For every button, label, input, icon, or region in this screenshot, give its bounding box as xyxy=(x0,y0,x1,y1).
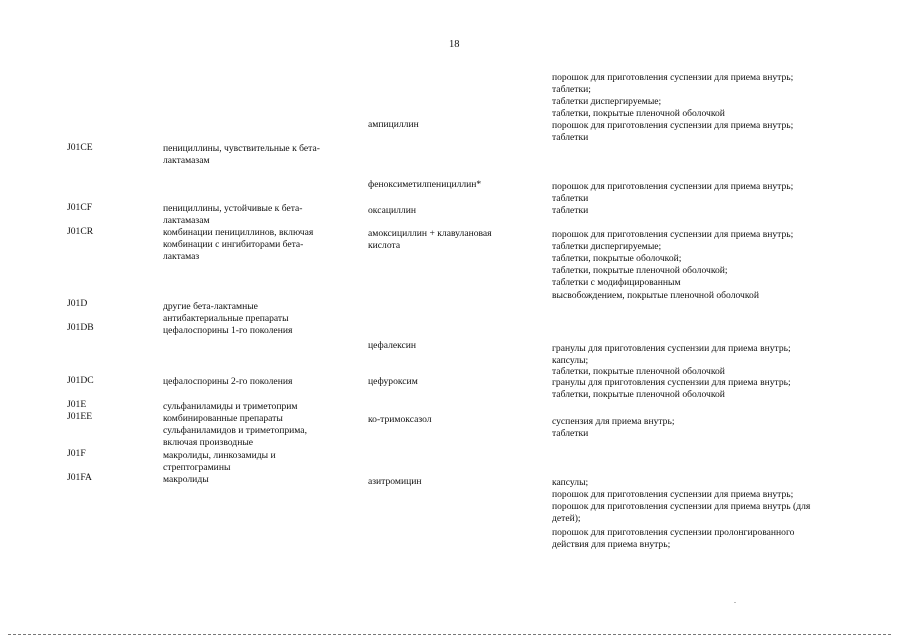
drug-name: цефуроксим xyxy=(368,376,418,387)
group-name-line: лактамаз xyxy=(163,251,200,262)
dosage-form-line: порошок для приготовления суспензии пролонгированного xyxy=(552,527,795,538)
atc-code: J01DC xyxy=(67,375,94,386)
dosage-form-line: таблетки, покрытые пленочной оболочкой xyxy=(552,389,725,400)
scan-bottom-edge xyxy=(8,634,891,635)
drug-name: оксациллин xyxy=(368,205,416,216)
dosage-form-line: таблетки; xyxy=(552,84,591,95)
atc-code: J01EE xyxy=(67,411,93,422)
dosage-form-line: действия для приема внутрь; xyxy=(552,539,671,550)
dosage-form-line: таблетки xyxy=(552,428,589,439)
dosage-form-line: порошок для приготовления суспензии для приема внутрь; xyxy=(552,72,794,83)
drug-name: кислота xyxy=(368,240,401,251)
atc-code: J01DB xyxy=(67,322,94,333)
group-name-line: сульфаниламиды и триметоприм xyxy=(163,401,298,412)
group-name-line: лактамазам xyxy=(163,215,210,226)
dosage-form-line: порошок для приготовления суспензии для приема внутрь; xyxy=(552,229,794,240)
atc-code: J01E xyxy=(67,399,87,410)
drug-name: ампициллин xyxy=(368,119,419,130)
dosage-form-line: таблетки, покрытые оболочкой; xyxy=(552,253,682,264)
group-name-line: сульфаниламидов и триметоприма, xyxy=(163,425,307,436)
dosage-form-line: высвобождением, покрытые пленочной оболочкой xyxy=(552,290,759,301)
dosage-form-line: таблетки диспергируемые; xyxy=(552,96,662,107)
group-name-line: цефалоспорины 2-го поколения xyxy=(163,376,293,387)
dosage-form-line: гранулы для приготовления суспензии для приема внутрь; xyxy=(552,377,791,388)
dosage-form-line: таблетки xyxy=(552,205,589,216)
dosage-form-line: таблетки xyxy=(552,132,589,143)
group-name-line: макролиды, линкозамиды и xyxy=(163,450,276,461)
group-name-line: стрептограмины xyxy=(163,462,231,473)
group-name-line: антибактериальные препараты xyxy=(163,313,289,324)
dosage-form-line: порошок для приготовления суспензии для приема внутрь; xyxy=(552,120,794,131)
group-name-line: комбинации пенициллинов, включая xyxy=(163,227,314,238)
drug-name: цефалексин xyxy=(368,340,417,351)
page-number: 18 xyxy=(449,39,460,50)
atc-code: J01F xyxy=(67,448,86,459)
atc-code: J01CR xyxy=(67,226,94,237)
dosage-form-line: таблетки, покрытые пленочной оболочкой xyxy=(552,366,725,377)
dosage-form-line: детей); xyxy=(552,513,581,524)
dosage-form-line: гранулы для приготовления суспензии для приема внутрь; xyxy=(552,343,791,354)
drug-name: ко-тримоксазол xyxy=(368,414,432,425)
dosage-form-line: порошок для приготовления суспензии для приема внутрь; xyxy=(552,181,794,192)
group-name-line: лактамазам xyxy=(163,155,210,166)
dosage-form-line: таблетки xyxy=(552,193,589,204)
group-name-line: пенициллины, чувствительные к бета- xyxy=(163,143,320,154)
atc-code: J01CF xyxy=(67,202,93,213)
dosage-form-line: таблетки диспергируемые; xyxy=(552,241,662,252)
atc-code: J01D xyxy=(67,298,88,309)
scan-speck xyxy=(734,602,736,603)
group-name-line: макролиды xyxy=(163,474,209,485)
group-name-line: включая производные xyxy=(163,437,254,448)
group-name-line: пенициллины, устойчивые к бета- xyxy=(163,203,303,214)
group-name-line: комбинации с ингибиторами бета- xyxy=(163,239,304,250)
drug-name: азитромицин xyxy=(368,476,422,487)
dosage-form-line: капсулы; xyxy=(552,477,589,488)
group-name-line: комбинированные препараты xyxy=(163,413,283,424)
group-name-line: другие бета-лактамные xyxy=(163,301,258,312)
drug-name: амоксициллин + клавулановая xyxy=(368,228,492,239)
group-name-line: цефалоспорины 1-го поколения xyxy=(163,325,293,336)
dosage-form-line: порошок для приготовления суспензии для приема внутрь; xyxy=(552,489,794,500)
dosage-form-line: таблетки с модифицированным xyxy=(552,277,681,288)
dosage-form-line: порошок для приготовления суспензии для приема внутрь (для xyxy=(552,501,811,512)
atc-code: J01FA xyxy=(67,472,92,483)
dosage-form-line: таблетки, покрытые пленочной оболочкой xyxy=(552,108,725,119)
dosage-form-line: капсулы; xyxy=(552,355,589,366)
dosage-form-line: таблетки, покрытые пленочной оболочкой; xyxy=(552,265,728,276)
drug-name: феноксиметилпенициллин* xyxy=(368,179,482,190)
atc-code: J01CE xyxy=(67,142,93,153)
dosage-form-line: суспензия для приема внутрь; xyxy=(552,416,675,427)
